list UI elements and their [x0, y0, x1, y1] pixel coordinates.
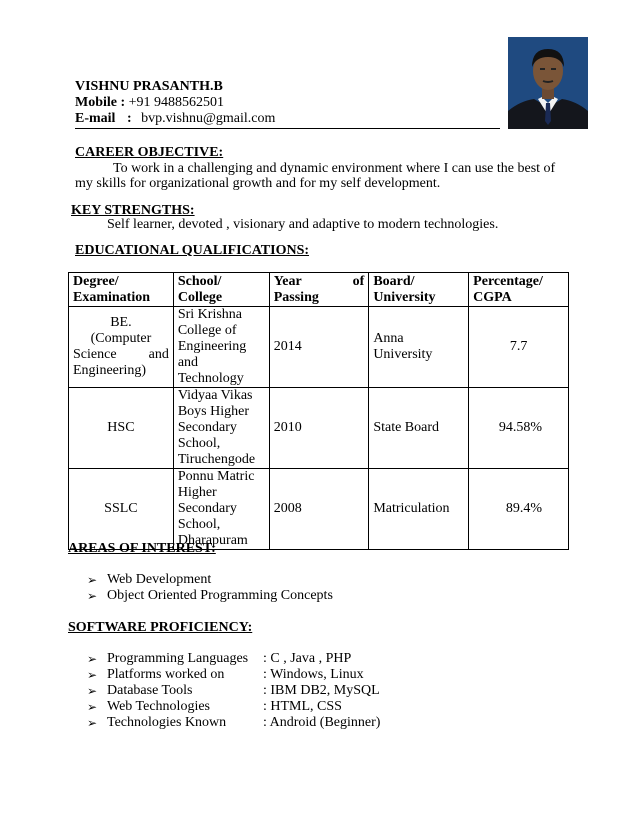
header-divider: [75, 128, 500, 129]
skill-label: Programming Languages: [107, 651, 249, 666]
arrow-bullet-icon: ➢: [87, 700, 98, 714]
school-line: School,: [177, 517, 221, 532]
school-line: Engineering: [177, 339, 247, 354]
career-objective-heading: CAREER OBJECTIVE:: [75, 145, 224, 160]
header-year: [269, 273, 369, 307]
interest-item-text: Web Development: [107, 572, 212, 587]
software-list: [87, 651, 487, 731]
career-objective-line2: my skills for organizational growth and for my self development.: [75, 176, 441, 191]
board-cell: Matriculation: [369, 469, 469, 550]
header-board: [369, 273, 469, 307]
school-line: Tiruchengode: [177, 452, 256, 467]
header-board-line2: University: [373, 289, 436, 305]
degree-cell: SSLC: [69, 469, 174, 550]
areas-of-interest-heading: AREAS OF INTEREST:: [68, 541, 216, 556]
school-cell: [173, 388, 269, 469]
header-year-word: Year: [273, 273, 302, 289]
table-row: [69, 307, 569, 388]
career-objective-line1: To work in a challenging and dynamic environment where I can use the best of: [113, 161, 556, 176]
arrow-bullet-icon: ➢: [87, 684, 98, 698]
header-board-line1: Board/: [373, 273, 415, 289]
board-cell: [369, 307, 469, 388]
skill-label: Technologies Known: [107, 715, 227, 730]
school-line: Vidyaa Vikas: [177, 388, 253, 403]
profile-photo: [508, 37, 588, 129]
degree-line: and: [148, 347, 169, 362]
score-cell: 94.58%: [469, 388, 569, 469]
board-cell: State Board: [369, 388, 469, 469]
year-cell: 2014: [269, 307, 369, 388]
skill-label: Web Technologies: [107, 699, 210, 714]
skill-value: : HTML, CSS: [263, 699, 342, 714]
header-school: School/ College: [173, 273, 269, 307]
degree-line: (Computer: [90, 331, 152, 346]
email-value: bvp.vishnu@gmail.com: [141, 111, 276, 126]
header-degree-line1: Degree/: [73, 273, 119, 289]
interest-list: [87, 572, 487, 604]
school-line: Higher: [177, 485, 217, 500]
arrow-bullet-icon: ➢: [87, 589, 98, 603]
education-heading: EDUCATIONAL QUALIFICATIONS:: [75, 243, 310, 258]
list-item: [87, 651, 487, 667]
arrow-bullet-icon: ➢: [87, 652, 98, 666]
board-line: Anna: [373, 331, 404, 346]
skill-value: : Android (Beginner): [263, 715, 381, 730]
candidate-name: VISHNU PRASANTH.B: [75, 79, 223, 94]
arrow-bullet-icon: ➢: [87, 573, 98, 587]
list-item: [87, 667, 487, 683]
arrow-bullet-icon: ➢: [87, 668, 98, 682]
interest-item-text: Object Oriented Programming Concepts: [107, 588, 333, 603]
score-cell: 89.4%: [469, 469, 569, 550]
person-photo-icon: [508, 37, 588, 129]
email-label: E-mail: [75, 111, 116, 126]
header-pct-line2: CGPA: [473, 289, 512, 305]
school-cell: [173, 469, 269, 550]
table-header-row: [69, 273, 569, 307]
table-row: [69, 469, 569, 550]
mobile-line: [75, 95, 224, 111]
mobile-label: Mobile :: [75, 95, 126, 110]
degree-cell: [69, 307, 174, 388]
header-degree-line2: Examination: [73, 289, 151, 305]
board-line: University: [373, 347, 433, 362]
table-row: [69, 388, 569, 469]
school-line: Dharapuram: [177, 533, 248, 548]
school-line: Secondary: [177, 420, 237, 435]
degree-cell: HSC: [69, 388, 174, 469]
key-strengths-heading: KEY STRENGTHS:: [71, 203, 195, 218]
school-line: Sri Krishna: [177, 307, 242, 322]
year-cell: 2010: [269, 388, 369, 469]
header-year-line2: Passing: [273, 289, 319, 305]
school-line: and Technology: [177, 355, 244, 386]
header-percentage: [469, 273, 569, 307]
software-proficiency-heading: SOFTWARE PROFICIENCY:: [68, 620, 253, 635]
list-item: [87, 588, 487, 604]
email-line: [75, 111, 275, 127]
skill-value: : C , Java , PHP: [263, 651, 352, 666]
skill-value: : Windows, Linux: [263, 667, 364, 682]
list-item: [87, 572, 487, 588]
list-item: [87, 715, 487, 731]
arrow-bullet-icon: ➢: [87, 716, 98, 730]
skill-label: Platforms worked on: [107, 667, 225, 682]
school-line: College of: [177, 323, 237, 338]
degree-line: BE.: [110, 315, 132, 330]
year-cell: 2008: [269, 469, 369, 550]
header-pct-line1: Percentage/: [473, 273, 543, 289]
school-line: School,: [177, 436, 221, 451]
education-table: [68, 272, 569, 550]
key-strengths-text: Self learner, devoted , visionary and adaptive to modern technologies.: [107, 217, 499, 232]
school-line: Boys Higher: [177, 404, 249, 419]
degree-line: Science: [73, 347, 117, 362]
email-separator: :: [126, 111, 132, 126]
mobile-value: +91 9488562501: [128, 95, 225, 110]
school-cell: [173, 307, 269, 388]
header-year-of: of: [352, 273, 365, 289]
score-cell: 7.7: [469, 307, 569, 388]
skill-value: : IBM DB2, MySQL: [263, 683, 380, 698]
skill-label: Database Tools: [107, 683, 193, 698]
list-item: [87, 699, 487, 715]
school-line: Secondary: [177, 501, 237, 516]
school-line: Ponnu Matric: [177, 469, 255, 484]
degree-line: Engineering): [73, 363, 147, 378]
header-degree: [69, 273, 174, 307]
list-item: [87, 683, 487, 699]
